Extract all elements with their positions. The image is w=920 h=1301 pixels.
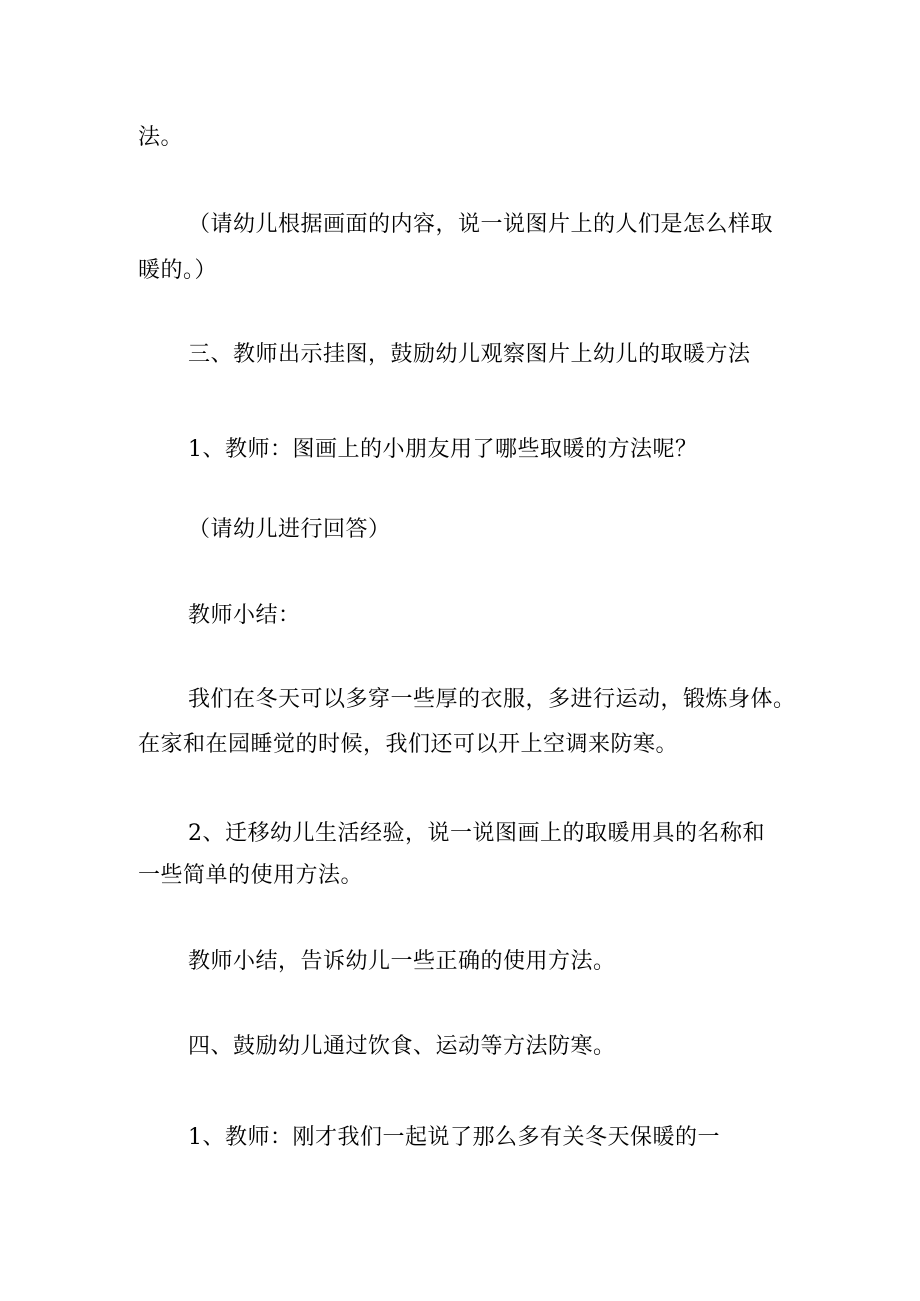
text-line-13: 四、鼓励幼儿通过饮食、运动等方法防寒。 xyxy=(188,1034,616,1059)
text-line-12: 教师小结，告诉幼儿一些正确的使用方法。 xyxy=(188,949,616,974)
text-line-4: 三、教师出示挂图，鼓励幼儿观察图片上幼儿的取暖方法 xyxy=(188,342,751,367)
text-line-5: 1、教师：图画上的小朋友用了哪些取暖的方法呢？ xyxy=(188,437,698,462)
text-line-7: 教师小结： xyxy=(188,603,301,628)
text-line-14: 1、教师：刚才我们一起说了那么多有关冬天保暖的一 xyxy=(188,1125,720,1150)
text-line-2: （请幼儿根据画面的内容，说一说图片上的人们是怎么样取 xyxy=(188,212,774,237)
text-line-6: （请幼儿进行回答） xyxy=(188,517,391,542)
text-line-3: 暖的。） xyxy=(138,258,218,283)
text-line-10: 2、迁移幼儿生活经验，说一说图画上的取暖用具的名称和 xyxy=(188,821,765,846)
text-line-1: 法。 xyxy=(138,125,184,150)
text-line-9: 在家和在园睡觉的时候，我们还可以开上空调来防寒。 xyxy=(138,732,679,757)
text-line-8: 我们在冬天可以多穿一些厚的衣服，多进行运动，锻炼身体。 xyxy=(188,687,796,712)
text-line-11: 一些简单的使用方法。 xyxy=(138,863,364,888)
